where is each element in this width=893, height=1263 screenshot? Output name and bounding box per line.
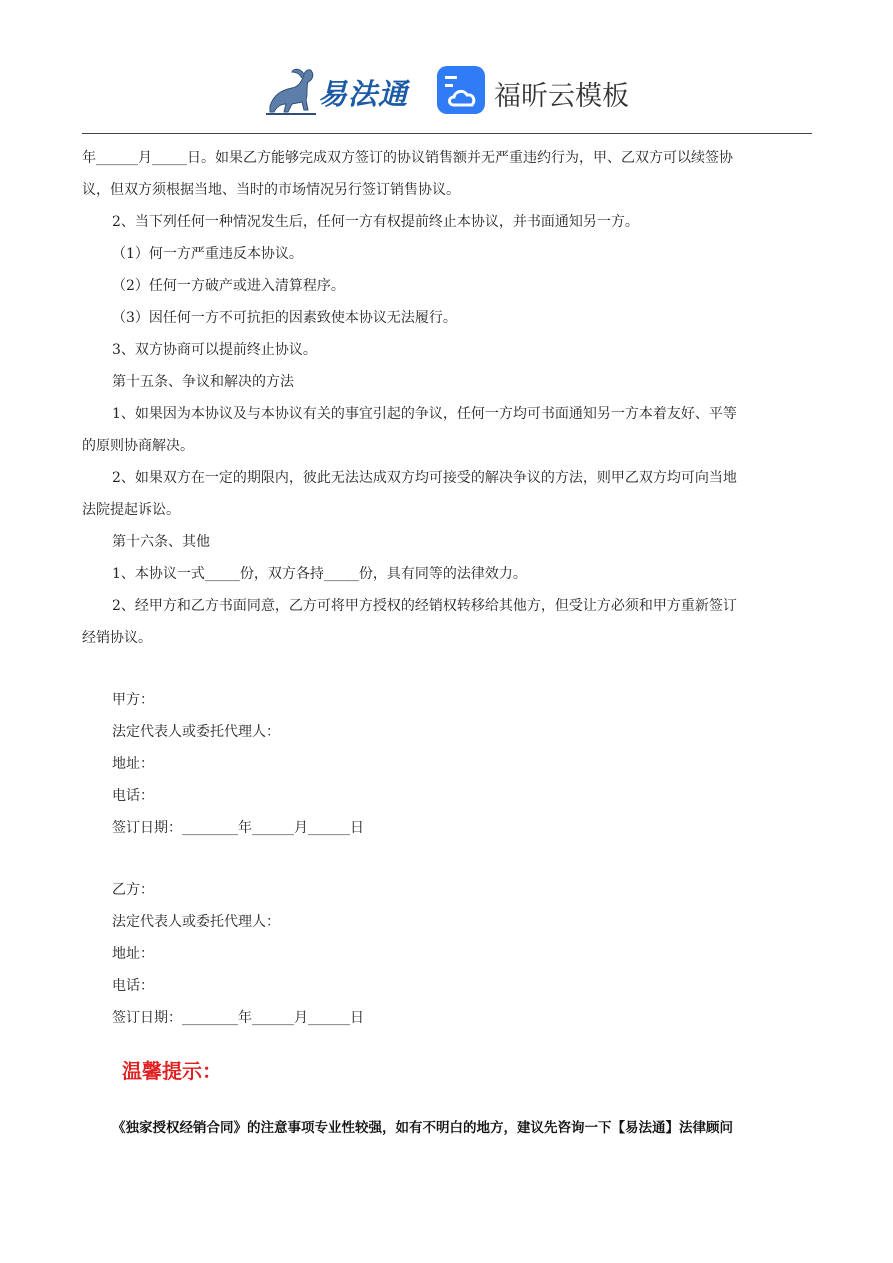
paragraph-line: 1、本协议一式_____份，双方各持_____份，具有同等的法律效力。 xyxy=(112,566,527,582)
party-a-representative: 法定代表人或委托代理人： xyxy=(112,724,280,740)
party-a-label: 甲方： xyxy=(112,692,154,708)
page-header xyxy=(0,60,893,122)
paragraph-line: 年______月_____日。如果乙方能够完成双方签订的协议销售额并无严重违约行为，甲、乙双方可以续签协 xyxy=(82,150,733,166)
contract-body xyxy=(82,142,812,1034)
party-b-representative: 法定代表人或委托代理人： xyxy=(112,914,280,930)
party-b-phone: 电话： xyxy=(112,978,154,994)
paragraph-line: 议，但双方须根据当地、当时的市场情况另行签订销售协议。 xyxy=(82,182,460,198)
header-divider xyxy=(82,133,812,134)
yifatong-logo xyxy=(262,62,412,118)
party-a-sign-date: 签订日期：________年______月______日 xyxy=(112,820,364,836)
party-b-sign-date: 签订日期：________年______月______日 xyxy=(112,1010,364,1026)
paragraph-line: 2、当下列任何一种情况发生后，任何一方有权提前终止本协议，并书面通知另一方。 xyxy=(112,214,639,230)
party-a-signature-block xyxy=(82,684,812,844)
paragraph-line: 的原则协商解决。 xyxy=(82,438,194,454)
paragraph-line: 2、经甲方和乙方书面同意，乙方可将甲方授权的经销权转移给其他方，但受让方必须和甲方重新签订 xyxy=(112,598,737,614)
party-a-address: 地址： xyxy=(112,756,154,772)
yifatong-logo-text: 易法通 xyxy=(318,77,409,111)
tip-title: 温馨提示： xyxy=(122,1059,222,1083)
tip-text: 《独家授权经销合同》的注意事项专业性较强，如有不明白的地方，建议先咨询一下【易法通】法律顾问 xyxy=(112,1120,733,1136)
party-b-label: 乙方： xyxy=(112,882,154,898)
horse-emblem-icon xyxy=(262,62,320,118)
paragraph-line: 法院提起诉讼。 xyxy=(82,502,180,518)
list-item: （2）任何一方破产或进入清算程序。 xyxy=(112,278,345,294)
party-a-phone: 电话： xyxy=(112,788,154,804)
paragraph-line: 3、双方协商可以提前终止协议。 xyxy=(112,342,317,358)
section-heading: 第十五条、争议和解决的方法 xyxy=(112,374,294,390)
party-b-signature-block xyxy=(82,874,812,1034)
list-item: （3）因任何一方不可抗拒的因素致使本协议无法履行。 xyxy=(112,310,457,326)
paragraph-line: 2、如果双方在一定的期限内，彼此无法达成双方均可接受的解决争议的方法，则甲乙双方均可向当地 xyxy=(112,470,737,486)
section-heading: 第十六条、其他 xyxy=(112,534,210,550)
paragraph-line: 1、如果因为本协议及与本协议有关的事宜引起的争议，任何一方均可书面通知另一方本着友好、平等 xyxy=(112,406,737,422)
fuxin-logo-text: 福昕云模板 xyxy=(494,81,629,112)
paragraph-line: 经销协议。 xyxy=(82,630,152,646)
party-b-address: 地址： xyxy=(112,946,154,962)
list-item: （1）何一方严重违反本协议。 xyxy=(112,246,303,262)
fuxin-logo xyxy=(436,65,636,119)
cloud-document-icon xyxy=(436,65,486,115)
